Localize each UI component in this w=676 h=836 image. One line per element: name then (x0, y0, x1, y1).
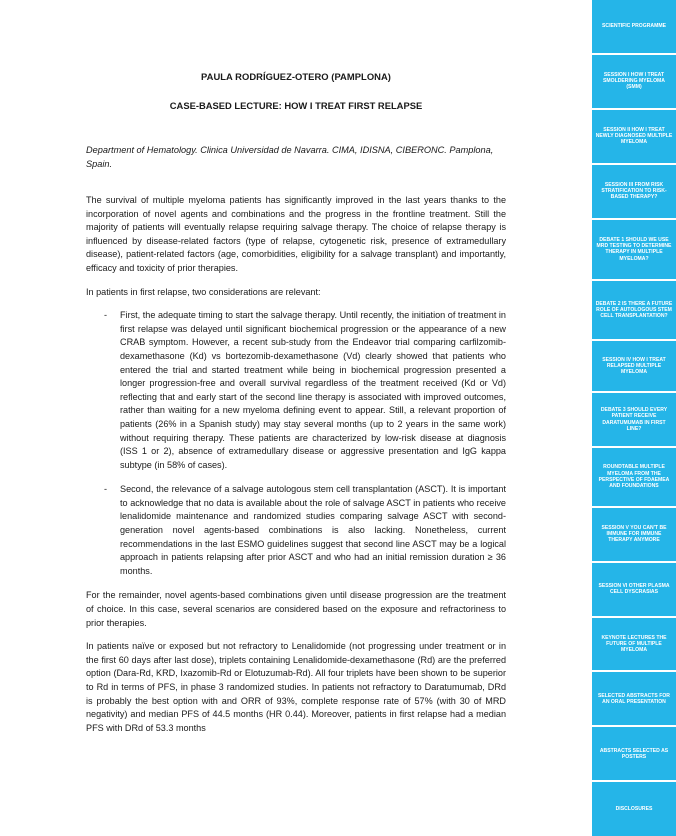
nav-session-6[interactable]: SESSION VI OTHER PLASMA CELL DYSCRASIAS (592, 563, 676, 616)
nav-roundtable[interactable]: ROUNDTABLE MULTIPLE MYELOMA FROM THE PERSPECTIVE OF FDAEMEA AND FOUNDATIONS (592, 448, 676, 506)
paragraph: In patients naïve or exposed but not refractory to Lenalidomide (not progressing under treatment or in the first 60 days after last dose), triplets containing Lenalidomide-dexamethasone (Rd) are the preferred option (Dara-Rd, KRD, Ixazomib-Rd or Elotuzumab-Rd). All four triplets have been shown to be superior to Rd in terms of PFS, in phase 3 randomized studies. In patients not refractory to Daratumumab, DRd is probably the best option with and ORR of 93%, complete response rate of 57% (with 30 of MRD negativity) and median PFS of 44.5 months (HR 0.44). Moreover, patients in first relapse had a median PFS with DRd of 53.3 months (86, 641, 506, 733)
nav-session-1[interactable]: SESSION I HOW I TREAT SMOLDERING MYELOMA (SMM) (592, 55, 676, 108)
bullet-text: First, the adequate timing to start the salvage therapy. Until recently, the initiation of treatment in first relapse was delayed until significant biochemical progression or the appearance of a new CRAB symptom. However, a recent sub-study from the Endeavor trial comparing carfilzomib-dexamethasone (Kd) vs bortezomib-dexamethasone (Vd) clearly showed that patients who entered the trial and started treatment while being in biochemical progression presented a longer progression-free and overall survival regardless of the treatment received (Kd or Vd) reflecting that and early start of the second line therapy is associated with improved outcomes, rather than waiting for a new myeloma defining event to appear. Still, a relevant proportion of patients (26% in a Spanish study) may stay several months (up to 2 years in the same work) without requiring therapy. These patients are characterized by low-risk disease at diagnosis (ISS 1 or 2), absence of extramedullary disease or aggressive presentation and IgG kappa subtype (in 58% of cases). (120, 310, 506, 470)
nav-selected-abstracts[interactable]: SELECTED ABSTRACTS FOR AN ORAL PRESENTATION (592, 672, 676, 725)
sidebar-nav (592, 0, 676, 836)
nav-session-4[interactable]: SESSION IV HOW I TREAT RELAPSED MULTIPLE MYELOMA (592, 341, 676, 391)
paragraph: The survival of multiple myeloma patients has significantly improved in the last years thanks to the incorporation of novel agents and combinations and the progress in the frontline treatment. Still the majority of patients will eventually relapse requiring salvage therapy. The choice of relapse therapy is influenced by disease-related factors (type of relapse, cytogenetic risk, presence of extramedullary disease), patient-related factors (age, comorbidities, eligibility for a salvage transplant) and importantly, efficacy and toxicity of prior therapies. (86, 195, 506, 273)
nav-keynote-lectures[interactable]: KEYNOTE LECTURES THE FUTURE OF MULTIPLE MYELOMA (592, 618, 676, 671)
nav-debate-1[interactable]: DEBATE 1 SHOULD WE USE MRD TESTING TO DETERMINE THERAPY IN MULTIPLE MYELOMA? (592, 220, 676, 280)
bullet-list (86, 309, 506, 578)
bullet-text: Second, the relevance of a salvage autologous stem cell transplantation (ASCT). It is important to acknowledge that no data is available about the role of salvage ASCT in patients who receive lenalidomide maintenance and randomized studies comparing salvage ASCT with second-generation novel agents-based combinations is also lacking. Nonetheless, current recommendations in the last ESMO guidelines suggest that second line ASCT may be a logical approach in patients relapsing after prior ASCT and who had an initial remission duration ≥ 36 months. (120, 484, 506, 576)
bullet-marker: - (104, 484, 108, 495)
affiliation: Department of Hematology. Clinica Universidad de Navarra. CIMA, IDISNA, CIBERONC. Pamplona, Spain. (86, 145, 494, 169)
bullet-item (86, 309, 506, 472)
body-text (86, 194, 506, 745)
nav-session-2[interactable]: SESSION II HOW I TREAT NEWLY DIAGNOSED MULTIPLE MYELOMA (592, 110, 676, 163)
paragraph: For the remainder, novel agents-based combinations given until disease progression are the treatment of choice. In this case, several scenarios are considered based on the exposure and refractoriness to prior therapies. (86, 590, 506, 628)
nav-debate-3[interactable]: DEBATE 3 SHOULD EVERY PATIENT RECEIVE DARATUMUMAB IN FIRST LINE? (592, 393, 676, 446)
author-heading: PAULA RODRÍGUEZ-OTERO (PAMPLONA) (201, 71, 391, 82)
nav-abstracts-posters[interactable]: ABSTRACTS SELECTED AS POSTERS (592, 727, 676, 780)
nav-debate-2[interactable]: DEBATE 2 IS THERE A FUTURE ROLE OF AUTOLOGOUS STEM CELL TRANSPLANTATION? (592, 281, 676, 339)
lecture-title: CASE-BASED LECTURE: HOW I TREAT FIRST RELAPSE (169, 100, 423, 111)
nav-session-3[interactable]: SESSION III FROM RISK STRATIFICATION TO RISK-BASED THERAPY? (592, 165, 676, 218)
bullet-marker: - (104, 310, 108, 321)
bullet-item (86, 483, 506, 578)
nav-session-5[interactable]: SESSION V YOU CAN'T BE IMMUNE FOR IMMUNE THERAPY ANYMORE (592, 508, 676, 561)
nav-scientific-programme[interactable]: SCIENTIFIC PROGRAMME (592, 0, 676, 53)
paragraph: In patients in first relapse, two considerations are relevant: (86, 286, 321, 297)
nav-disclosures[interactable]: DISCLOSURES (592, 782, 676, 836)
